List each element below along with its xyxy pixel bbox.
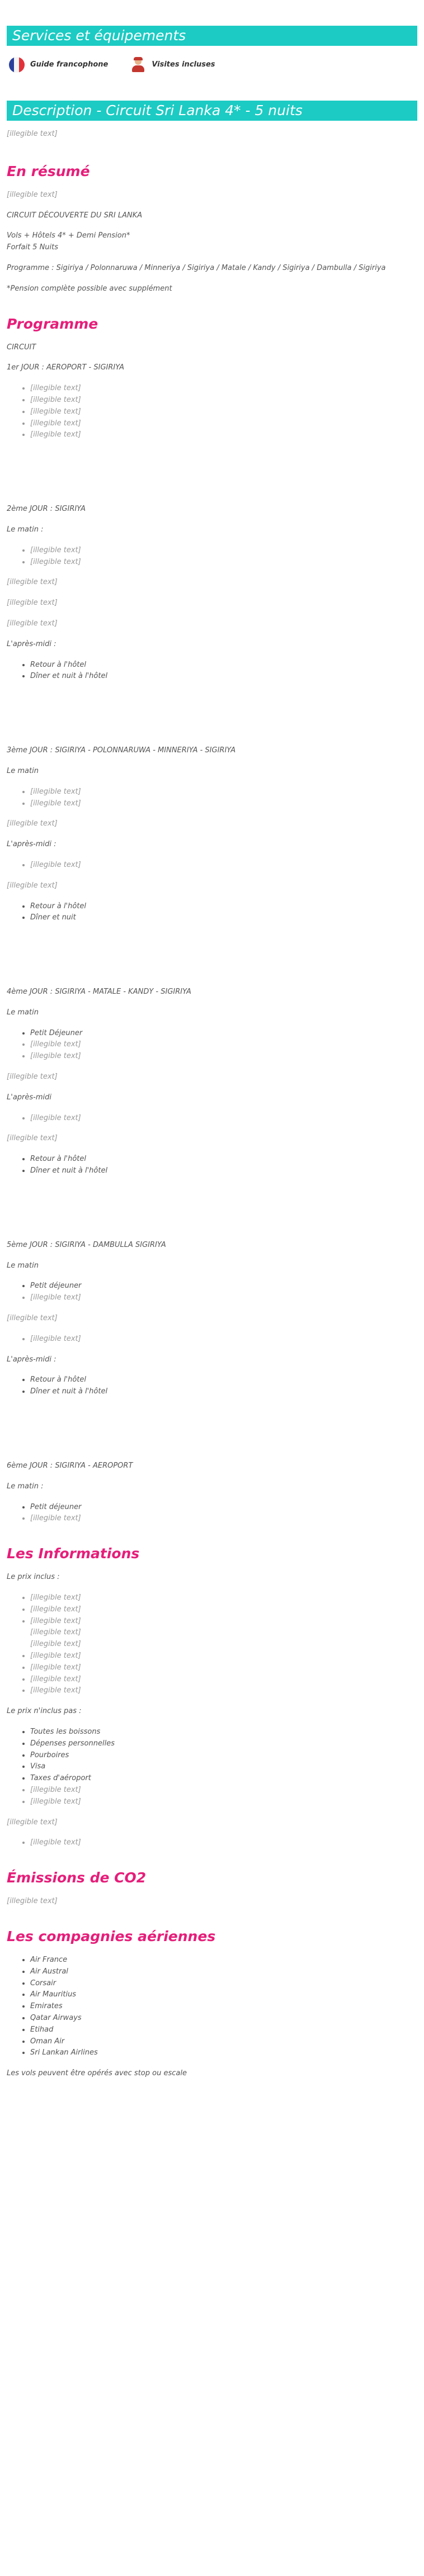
list-item: • [illegible text] xyxy=(30,1685,417,1697)
list-item: • Petit Déjeuner xyxy=(30,1028,417,1040)
list-item: • [illegible text] xyxy=(30,1513,417,1525)
list-item: • [illegible text] xyxy=(30,860,417,871)
list-item: • [illegible text] xyxy=(30,1292,417,1304)
service-label: Visites incluses xyxy=(152,60,215,69)
day-list xyxy=(7,1113,417,1125)
service-label: Guide francophone xyxy=(30,60,109,69)
day-paragraph: [illegible text] xyxy=(7,1073,58,1081)
day-list xyxy=(7,860,417,871)
list-item: • [illegible text] xyxy=(30,798,417,810)
day-list xyxy=(7,1028,417,1062)
list-item: • Retour à l'hôtel xyxy=(30,1374,417,1386)
day-paragraph: [illegible text] xyxy=(7,1134,58,1143)
day-list xyxy=(7,660,417,683)
list-item: • Air Austral xyxy=(30,1966,417,1978)
airlines-title: Les compagnies aériennes xyxy=(7,1928,216,1944)
resume-line: Forfait 5 Nuits xyxy=(7,243,59,252)
day-subheading: Le matin : xyxy=(7,525,44,534)
day-list xyxy=(7,1502,417,1525)
french-flag-icon xyxy=(9,57,25,73)
list-item: • Air France xyxy=(30,1954,417,1966)
list-item: • Pourboires xyxy=(30,1750,417,1762)
day-subheading: Le matin xyxy=(7,1261,39,1270)
list-item: • Retour à l'hôtel xyxy=(30,901,417,913)
informations-title: Les Informations xyxy=(7,1545,140,1562)
description-intro: [illegible text] xyxy=(7,130,58,138)
list-item: • Emirates xyxy=(30,2001,417,2013)
list-item: • Petit déjeuner xyxy=(30,1280,417,1292)
day-list xyxy=(7,786,417,810)
list-item: • [illegible text] xyxy=(30,406,417,418)
list-item: • Dîner et nuit à l'hôtel xyxy=(30,671,417,682)
day-title: 2ème JOUR : SIGIRIYA xyxy=(7,505,86,514)
list-item: • [illegible text] xyxy=(30,1662,417,1674)
programme-label: CIRCUIT xyxy=(7,343,36,352)
list-item: • [illegible text] xyxy=(30,545,417,557)
list-item: • [illegible text] xyxy=(30,1592,417,1604)
day-title: 5ème JOUR : SIGIRIYA - DAMBULLA SIGIRIYA xyxy=(7,1240,166,1249)
airlines-list xyxy=(7,1954,417,2059)
day-paragraph: [illegible text] xyxy=(7,819,58,828)
list-subitem: [illegible text] xyxy=(30,1628,81,1637)
day-subheading: L'après-midi : xyxy=(7,639,56,648)
list-item: • [illegible text] xyxy=(30,1039,417,1051)
included-label: Le prix inclus : xyxy=(7,1573,60,1582)
day-list xyxy=(7,383,417,441)
list-item: • Etihad xyxy=(30,2024,417,2036)
list-item: • Corsair xyxy=(30,1978,417,1990)
list-item: • [illegible text] xyxy=(30,1113,417,1125)
list-item: • Air Mauritius xyxy=(30,1989,417,2001)
list-item: • [illegible text] xyxy=(30,395,417,406)
day-title: 4ème JOUR : SIGIRIYA - MATALE - KANDY - SIGIRIYA xyxy=(7,988,191,997)
resume-lines xyxy=(7,230,417,254)
list-item: • Toutes les boissons xyxy=(30,1726,417,1738)
day-paragraph: [illegible text] xyxy=(7,619,58,628)
list-item: • [illegible text] xyxy=(30,429,417,441)
day-paragraph: [illegible text] xyxy=(7,578,58,587)
list-item: • Dépenses personnelles xyxy=(30,1738,417,1750)
list-item: • Taxes d'aéroport xyxy=(30,1773,417,1785)
day-subheading: Le matin : xyxy=(7,1482,44,1491)
list-item: • [illegible text] xyxy=(30,557,417,568)
note-list xyxy=(7,1837,417,1849)
day-subheading: L'après-midi : xyxy=(7,840,56,849)
airlines-footer: Les vols peuvent être opérés avec stop ou escale xyxy=(7,2069,187,2078)
list-item: • [illegible text] xyxy=(30,1650,417,1662)
pension-note: *Pension complète possible avec supplément xyxy=(7,284,172,293)
list-item: • [illegible text] xyxy=(30,1674,417,1686)
day-title: 6ème JOUR : SIGIRIYA - AEROPORT xyxy=(7,1462,133,1470)
day-list xyxy=(7,545,417,568)
day-title: 3ème JOUR : SIGIRIYA - POLONNARUWA - MINNERIYA - SIGIRIYA xyxy=(7,746,236,755)
list-item: • [illegible text] xyxy=(30,1334,417,1345)
list-item: • Dîner et nuit à l'hôtel xyxy=(30,1386,417,1398)
list-item: • Petit déjeuner xyxy=(30,1502,417,1514)
list-item: • [illegible text] xyxy=(30,1796,417,1808)
excluded-list xyxy=(7,1726,417,1808)
resume-intro: [illegible text] xyxy=(7,190,58,199)
excluded-label: Le prix n'inclus pas : xyxy=(7,1707,82,1716)
service-item-visits xyxy=(130,57,215,73)
services-list xyxy=(7,54,417,80)
day-list xyxy=(7,1374,417,1398)
list-item: • Dîner et nuit à l'hôtel xyxy=(30,1165,417,1177)
day-paragraph: [illegible text] xyxy=(7,1314,58,1323)
list-item: • Qatar Airways xyxy=(30,2013,417,2024)
co2-text: [illegible text] xyxy=(7,1897,58,1906)
day-subheading: L'après-midi : xyxy=(7,1355,56,1364)
day-list xyxy=(7,1154,417,1177)
day-subheading: Le matin xyxy=(7,1008,39,1017)
list-item: • Sri Lankan Airlines xyxy=(30,2047,417,2059)
day-list xyxy=(7,901,417,924)
co2-title: Émissions de CO2 xyxy=(7,1870,147,1886)
list-subitem: [illegible text] xyxy=(30,1640,81,1649)
list-item: • [illegible text] xyxy=(30,418,417,430)
included-list xyxy=(7,1592,417,1697)
page xyxy=(0,26,424,2080)
list-item: • Visa xyxy=(30,1761,417,1773)
list-item: • [illegible text] xyxy=(30,786,417,798)
day-title: 1er JOUR : AEROPORT - SIGIRIYA xyxy=(7,363,125,372)
service-item-guide xyxy=(9,57,108,73)
list-item: • [illegible text] xyxy=(30,383,417,395)
list-item: • [illegible text] xyxy=(30,1051,417,1062)
list-item: • [illegible text] xyxy=(30,1604,417,1616)
list-item: • [illegible text] xyxy=(30,1616,417,1628)
list-item: • Retour à l'hôtel xyxy=(30,660,417,671)
day-paragraph: [illegible text] xyxy=(7,881,58,890)
person-icon xyxy=(130,57,146,73)
programme-line: Programme : Sigiriya / Polonnaruwa / Minneriya / Sigiriya / Matale / Kandy / Sigiriya / Dambulla / Sigiriya xyxy=(7,263,386,272)
list-item: • [illegible text] xyxy=(30,1785,417,1796)
day-subheading: Le matin xyxy=(7,766,39,775)
description-title: Description - Circuit Sri Lanka 4* - 5 nuits xyxy=(7,101,417,121)
list-item: • Retour à l'hôtel xyxy=(30,1154,417,1165)
day-subheading: L'après-midi xyxy=(7,1093,51,1102)
day-paragraph: [illegible text] xyxy=(7,599,58,608)
circuit-name: CIRCUIT DÉCOUVERTE DU SRI LANKA xyxy=(7,211,143,220)
services-title: Services et équipements xyxy=(7,26,417,46)
list-item: • [illegible text] xyxy=(30,1837,417,1849)
programme-title: Programme xyxy=(7,315,98,332)
info-note: [illegible text] xyxy=(7,1818,58,1827)
list-item: • Dîner et nuit xyxy=(30,912,417,924)
day-list xyxy=(7,1280,417,1304)
resume-title: En résumé xyxy=(7,163,90,179)
list-item: • Oman Air xyxy=(30,2036,417,2048)
resume-line: Vols + Hôtels 4* + Demi Pension* xyxy=(7,231,130,240)
day-list xyxy=(7,1334,417,1345)
